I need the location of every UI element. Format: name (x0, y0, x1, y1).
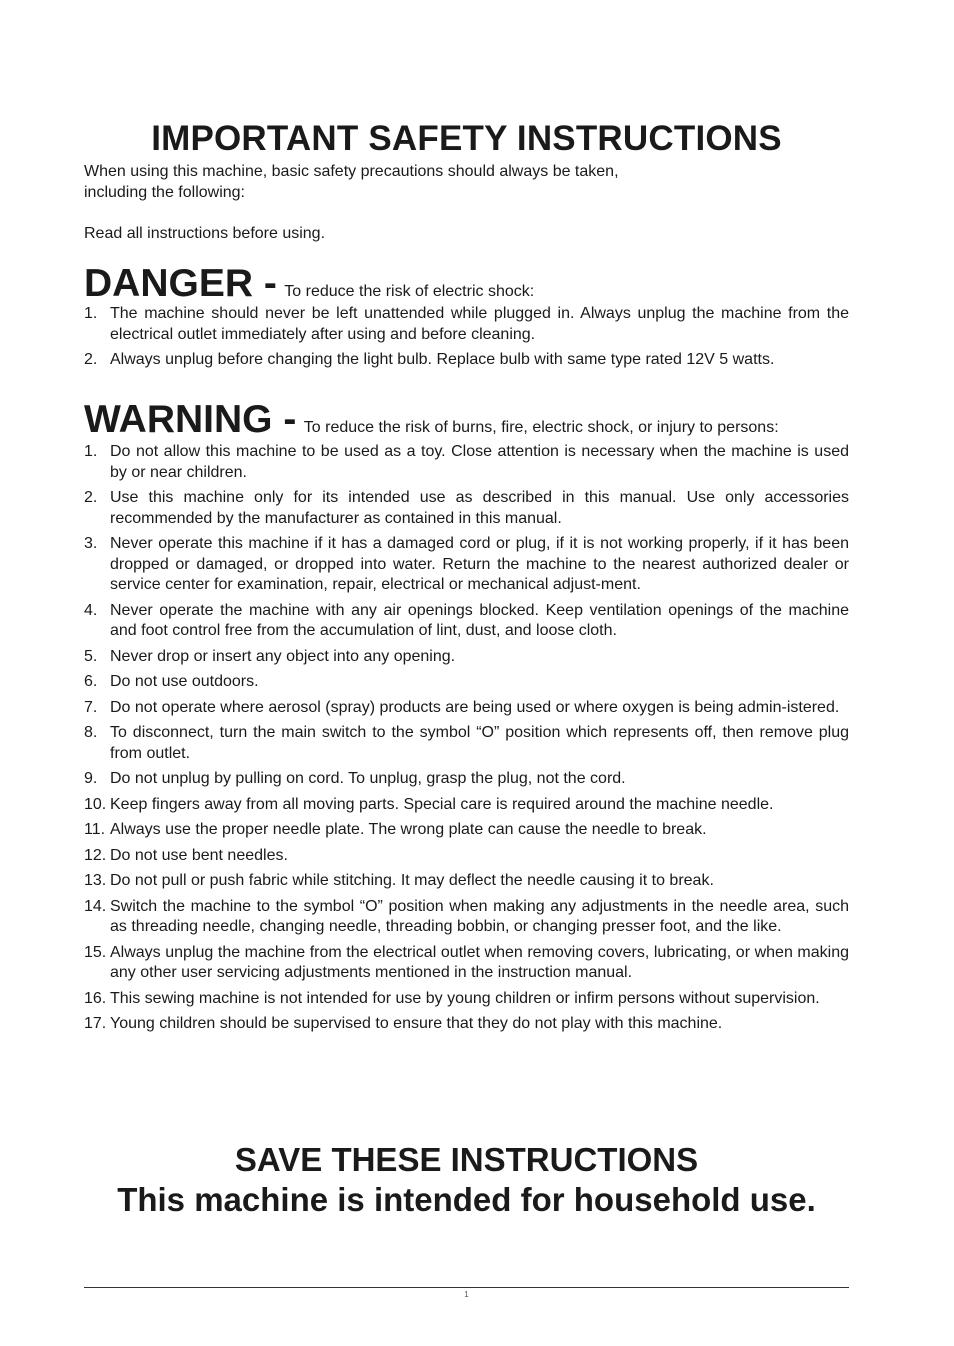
item-text: Do not use bent needles. (110, 846, 288, 864)
footer-divider (84, 1287, 849, 1288)
list-item (84, 871, 849, 892)
list-item (84, 488, 849, 529)
list-item (84, 698, 849, 719)
item-number: 16. (84, 989, 107, 1007)
list-item (84, 534, 849, 596)
list-item (84, 943, 849, 984)
item-number: 10. (84, 795, 107, 813)
item-text: Do not unplug by pulling on cord. To unplug, grasp the plug, not the cord. (110, 770, 626, 787)
item-text: Never operate this machine if it has a damaged cord or plug, if it is not working properly, if it has been dropped or damaged, or dropped into water. Return the machine to the nearest authorized dealer or service center for examination, repair, electrical or mechanical adjust-ment. (110, 535, 849, 593)
list-item (84, 672, 849, 693)
intro-line-1: When using this machine, basic safety precautions should always be taken, (84, 163, 619, 180)
list-item (84, 304, 849, 345)
page-number: 1 (464, 1290, 469, 1299)
save-instructions-footer (84, 1140, 849, 1220)
item-number: 1. (84, 443, 98, 460)
warning-subtitle: To reduce the risk of burns, fire, electric shock, or injury to persons: (303, 419, 779, 436)
item-number: 11. (84, 821, 106, 838)
intro-text (84, 162, 849, 244)
item-text: Do not use outdoors. (110, 673, 259, 690)
item-text: Young children should be supervised to ensure that they do not play with this machine. (110, 1015, 723, 1032)
danger-subtitle: To reduce the risk of electric shock: (284, 283, 535, 300)
list-item (84, 647, 849, 668)
danger-title: DANGER - (84, 262, 277, 305)
item-text: Keep fingers away from all moving parts. Special care is required around the machine needle. (110, 795, 774, 813)
list-item (84, 989, 849, 1010)
warning-list (84, 442, 849, 1040)
list-item (84, 442, 849, 483)
intro-line-2: including the following: (84, 183, 245, 201)
item-number: 9. (84, 770, 98, 787)
warning-title: WARNING - (84, 398, 297, 441)
item-text: Do not operate where aerosol (spray) products are being used or where oxygen is being admin-istered. (110, 698, 840, 716)
item-text: Do not pull or push fabric while stitching. It may deflect the needle causing it to break. (110, 872, 714, 889)
item-text: The machine should never be left unattended while plugged in. Always unplug the machine from the electrical outlet immediately after using and before cleaning. (110, 305, 849, 343)
page-title: IMPORTANT SAFETY INSTRUCTIONS (151, 119, 782, 158)
item-number: 12. (84, 846, 107, 864)
list-item (84, 601, 849, 642)
item-text: Do not allow this machine to be used as a toy. Close attention is necessary when the machine is used by or near children. (110, 443, 849, 481)
item-number: 5. (84, 647, 98, 665)
item-text: Never operate the machine with any air openings blocked. Keep ventilation openings of the machine and foot control free from the accumulation of lint, dust, and loose cloth. (110, 601, 849, 639)
item-text: Always unplug before changing the light bulb. Replace bulb with same type rated 12V 5 watts. (110, 351, 775, 368)
list-item (84, 1014, 849, 1035)
list-item (84, 820, 849, 841)
item-text: Use this machine only for its intended use as described in this manual. Use only accessories recommended by the manufacturer as contained in this manual. (110, 489, 849, 527)
item-number: 4. (84, 601, 98, 619)
household-use-heading: This machine is intended for household use. (117, 1181, 816, 1218)
list-item (84, 795, 849, 816)
item-number: 14. (84, 897, 107, 915)
item-text: Always unplug the machine from the electrical outlet when removing covers, lubricating, or when making any other user servicing adjustments mentioned in the instruction manual. (110, 943, 849, 981)
list-item (84, 897, 849, 938)
item-number: 15. (84, 943, 107, 961)
item-text: Switch the machine to the symbol “O” position when making any adjustments in the needle area, such as threading needle, changing needle, threading bobbin, or changing presser foot, and the like. (110, 897, 849, 935)
intro-read-all: Read all instructions before using. (84, 224, 326, 242)
danger-heading (84, 262, 849, 306)
item-text: This sewing machine is not intended for use by young children or infirm persons without supervision. (110, 989, 820, 1007)
item-number: 6. (84, 673, 98, 690)
item-number: 2. (84, 489, 98, 506)
item-text: Always use the proper needle plate. The wrong plate can cause the needle to break. (110, 821, 707, 838)
item-text: Never drop or insert any object into any opening. (110, 647, 456, 665)
danger-list (84, 304, 849, 376)
warning-heading (84, 398, 849, 442)
item-text: To disconnect, turn the main switch to the symbol “O” position which represents off, then remove plug from outlet. (110, 724, 849, 762)
list-item (84, 350, 849, 371)
list-item (84, 769, 849, 790)
item-number: 13. (84, 872, 107, 889)
item-number: 8. (84, 724, 98, 741)
item-number: 17. (84, 1015, 107, 1032)
item-number: 2. (84, 351, 98, 368)
item-number: 3. (84, 535, 98, 552)
item-number: 7. (84, 698, 98, 716)
list-item (84, 846, 849, 867)
item-number: 1. (84, 305, 98, 322)
list-item (84, 723, 849, 764)
save-instructions-heading: SAVE THESE INSTRUCTIONS (234, 1141, 699, 1178)
